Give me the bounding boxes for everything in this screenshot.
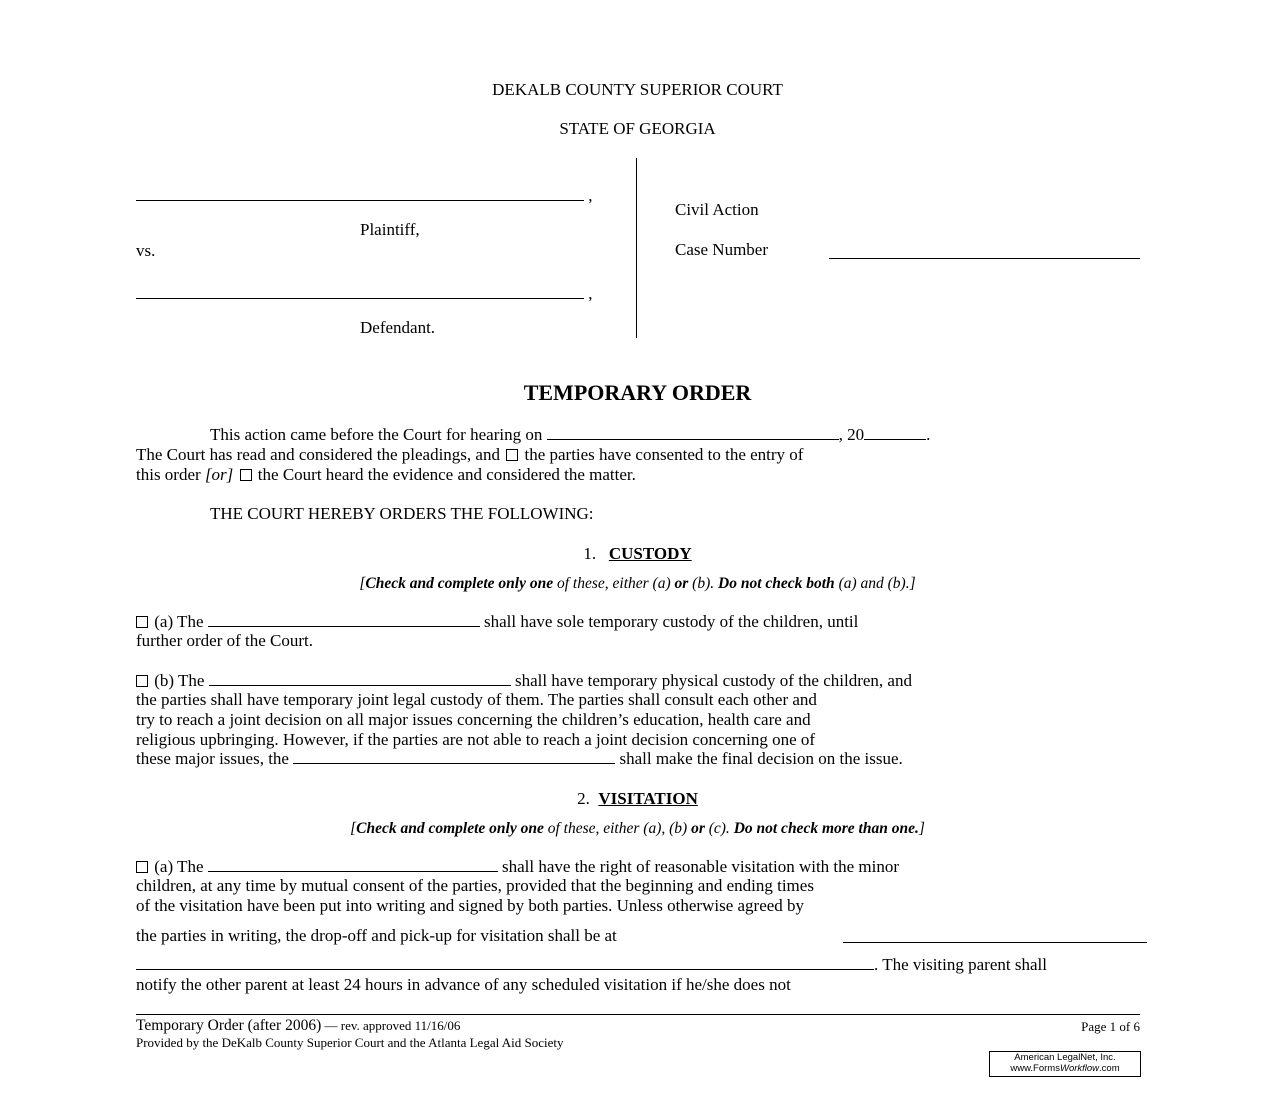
badge-line-2: www.FormsWorkflow.com bbox=[1010, 1063, 1120, 1074]
hearing-year-blank[interactable] bbox=[864, 425, 926, 440]
custody-b-line-2: the parties shall have temporary joint legal custody of them. The parties shall consult each other and bbox=[136, 690, 817, 709]
visitation-a-line-2: children, at any time by mutual consent of the parties, provided that the beginning and ending times bbox=[136, 876, 814, 895]
custody-b-checkbox[interactable] bbox=[136, 675, 148, 687]
custody-a-line-1: (a) The shall have sole temporary custody of the children, until bbox=[136, 612, 858, 632]
orders-heading: THE COURT HEREBY ORDERS THE FOLLOWING: bbox=[210, 504, 594, 523]
intro-line-2: The Court has read and considered the pleadings, and the parties have consented to the entry of bbox=[136, 445, 804, 464]
custody-a-party-blank[interactable] bbox=[208, 612, 480, 627]
dropoff-location-blank-1[interactable] bbox=[843, 942, 1147, 943]
custody-b-line-5: these major issues, the shall make the final decision on the issue. bbox=[136, 749, 903, 768]
caption-divider bbox=[636, 158, 637, 338]
dropoff-location-blank-2[interactable] bbox=[136, 955, 874, 970]
hearing-date-blank[interactable] bbox=[547, 425, 839, 440]
plaintiff-label: Plaintiff, bbox=[360, 220, 420, 239]
defendant-name-blank[interactable] bbox=[136, 284, 584, 299]
state-name: STATE OF GEORGIA bbox=[559, 119, 716, 138]
visitation-party-blank[interactable] bbox=[208, 857, 498, 872]
visitation-a-line-4: the parties in writing, the drop-off and pick-up for visitation shall be at bbox=[136, 926, 617, 945]
visitation-a-line-3: of the visitation have been put into writing and signed by both parties. Unless otherwise agreed by bbox=[136, 896, 805, 915]
consented-checkbox[interactable] bbox=[506, 449, 518, 461]
visitation-a-checkbox[interactable] bbox=[136, 861, 148, 873]
visitation-a-line-6: notify the other parent at least 24 hours in advance of any scheduled visitation if he/she does not bbox=[136, 975, 791, 994]
custody-a-checkbox[interactable] bbox=[136, 616, 148, 628]
court-name: DEKALB COUNTY SUPERIOR COURT bbox=[492, 80, 783, 99]
custody-heading: 1. CUSTODY bbox=[583, 544, 692, 563]
visitation-instructions: [Check and complete only one of these, either (a), (b) or (c). Do not check more than one.] bbox=[350, 820, 925, 837]
legalnet-badge bbox=[989, 1051, 1141, 1077]
visitation-heading: 2. VISITATION bbox=[577, 789, 698, 808]
plaintiff-name-blank[interactable] bbox=[136, 186, 584, 201]
intro-line-3: this order [or] the Court heard the evidence and considered the matter. bbox=[136, 465, 636, 484]
case-number-label: Case Number bbox=[675, 240, 769, 259]
footer-form-name: Temporary Order (after 2006) — rev. approved 11/16/06 bbox=[136, 1017, 461, 1034]
intro-line-1: This action came before the Court for hearing on , 20 . bbox=[210, 425, 931, 444]
footer-provided-by: Provided by the DeKalb County Superior Court and the Atlanta Legal Aid Society bbox=[136, 1035, 564, 1050]
custody-b-line-1: (b) The shall have temporary physical custody of the children, and bbox=[136, 671, 912, 691]
badge-line-1: American LegalNet, Inc. bbox=[1014, 1052, 1116, 1063]
case-number-blank[interactable] bbox=[829, 258, 1140, 259]
custody-b-line-3: try to reach a joint decision on all major issues concerning the children’s education, health care and bbox=[136, 710, 811, 729]
defendant-label: Defendant. bbox=[360, 318, 436, 337]
footer-rule bbox=[136, 1014, 1140, 1015]
visitation-a-line-5: . The visiting parent shall bbox=[136, 955, 1047, 975]
decision-maker-blank[interactable] bbox=[293, 749, 615, 764]
custody-b-party-blank[interactable] bbox=[209, 671, 511, 686]
custody-instructions: [Check and complete only one of these, either (a) or (b). Do not check both (a) and (b).] bbox=[359, 575, 916, 592]
evidence-checkbox[interactable] bbox=[240, 469, 252, 481]
custody-b-line-4: religious upbringing. However, if the parties are not able to reach a joint decision concerning one of bbox=[136, 730, 816, 749]
civil-action-label: Civil Action bbox=[675, 200, 759, 219]
vs-label: vs. bbox=[136, 241, 156, 260]
document-title: TEMPORARY ORDER bbox=[523, 380, 752, 405]
defendant-line: , bbox=[136, 284, 593, 304]
visitation-a-line-1: (a) The shall have the right of reasonable visitation with the minor bbox=[136, 857, 899, 877]
custody-a-line-2: further order of the Court. bbox=[136, 631, 314, 650]
footer-page-number: Page 1 of 6 bbox=[1081, 1019, 1140, 1034]
plaintiff-line: , bbox=[136, 186, 593, 206]
